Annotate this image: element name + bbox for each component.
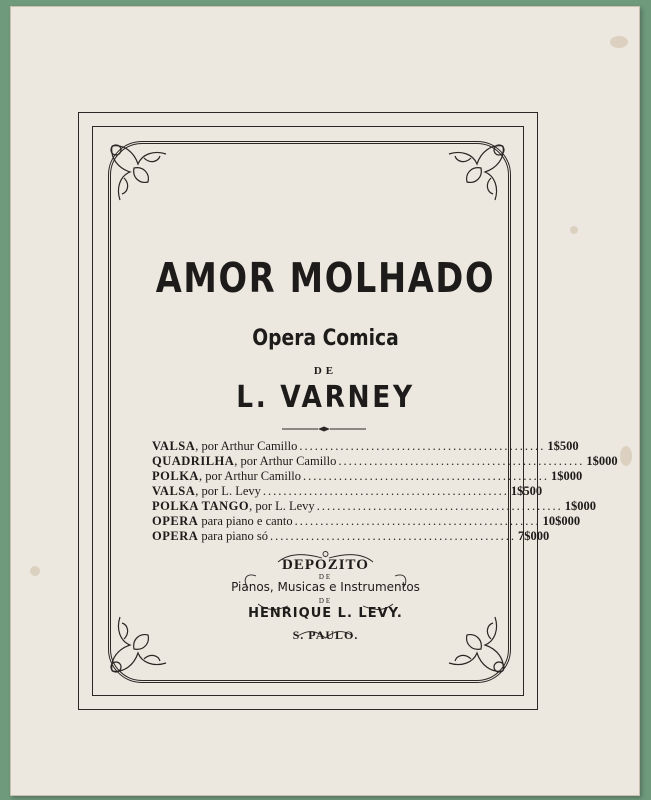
list-item [152,514,581,529]
leader-dots: ................................................ [270,529,517,543]
composer-name: L. VARNEY [236,380,415,415]
foxing-stain [610,36,628,48]
item-price: 1$000 [551,469,583,483]
arrangements-list [152,439,618,544]
list-item [152,469,583,484]
item-title: VALSA, por L. Levy [152,484,261,498]
list-item [152,439,579,454]
item-title: POLKA, por Arthur Camillo [152,469,302,483]
imprint-city: S. PAULO. [292,628,359,642]
item-title: OPERA para piano e canto [152,514,293,528]
leader-dots: ................................................ [299,439,546,453]
item-price: 1$000 [586,454,618,468]
list-item [152,454,618,469]
leader-dots: ................................................ [262,484,509,498]
imprint-de: DE [318,573,333,581]
leader-dots: ................................................ [303,469,550,483]
leader-dots: ................................................ [338,454,585,468]
item-price: 1$000 [564,499,596,513]
item-title: POLKA TANGO, por L. Levy [152,499,315,513]
floral-corner-ornament-icon [437,138,511,212]
work-title: AMOR MOLHADO [155,254,496,302]
leader-dots: ................................................ [294,514,541,528]
leader-dots: ................................................ [316,499,563,513]
item-title: VALSA, por Arthur Camillo [152,439,298,453]
item-title: OPERA para piano só [152,529,269,543]
imprint-goods: Pianos, Musicas e Instrumentos [231,580,420,594]
imprint-de: DE [318,597,333,605]
imprint-publisher: HENRIQUE L. LEVY. [248,606,403,621]
foxing-stain [570,226,578,234]
imprint-depot: DEPOZITO [282,557,369,573]
item-price: 10$000 [542,514,581,528]
item-title: QUADRILHA, por Arthur Camillo [152,454,337,468]
floral-corner-ornament-icon [104,138,178,212]
item-price: 1$500 [510,484,543,498]
list-item [152,529,550,544]
decorative-rule [282,426,366,432]
foxing-stain [620,446,632,466]
composer-preposition: DE [313,365,338,377]
work-subtitle: Opera Comica [252,326,399,351]
list-item [152,499,596,514]
item-price: 7$000 [518,529,550,543]
list-item [152,484,543,499]
item-price: 1$500 [547,439,579,453]
